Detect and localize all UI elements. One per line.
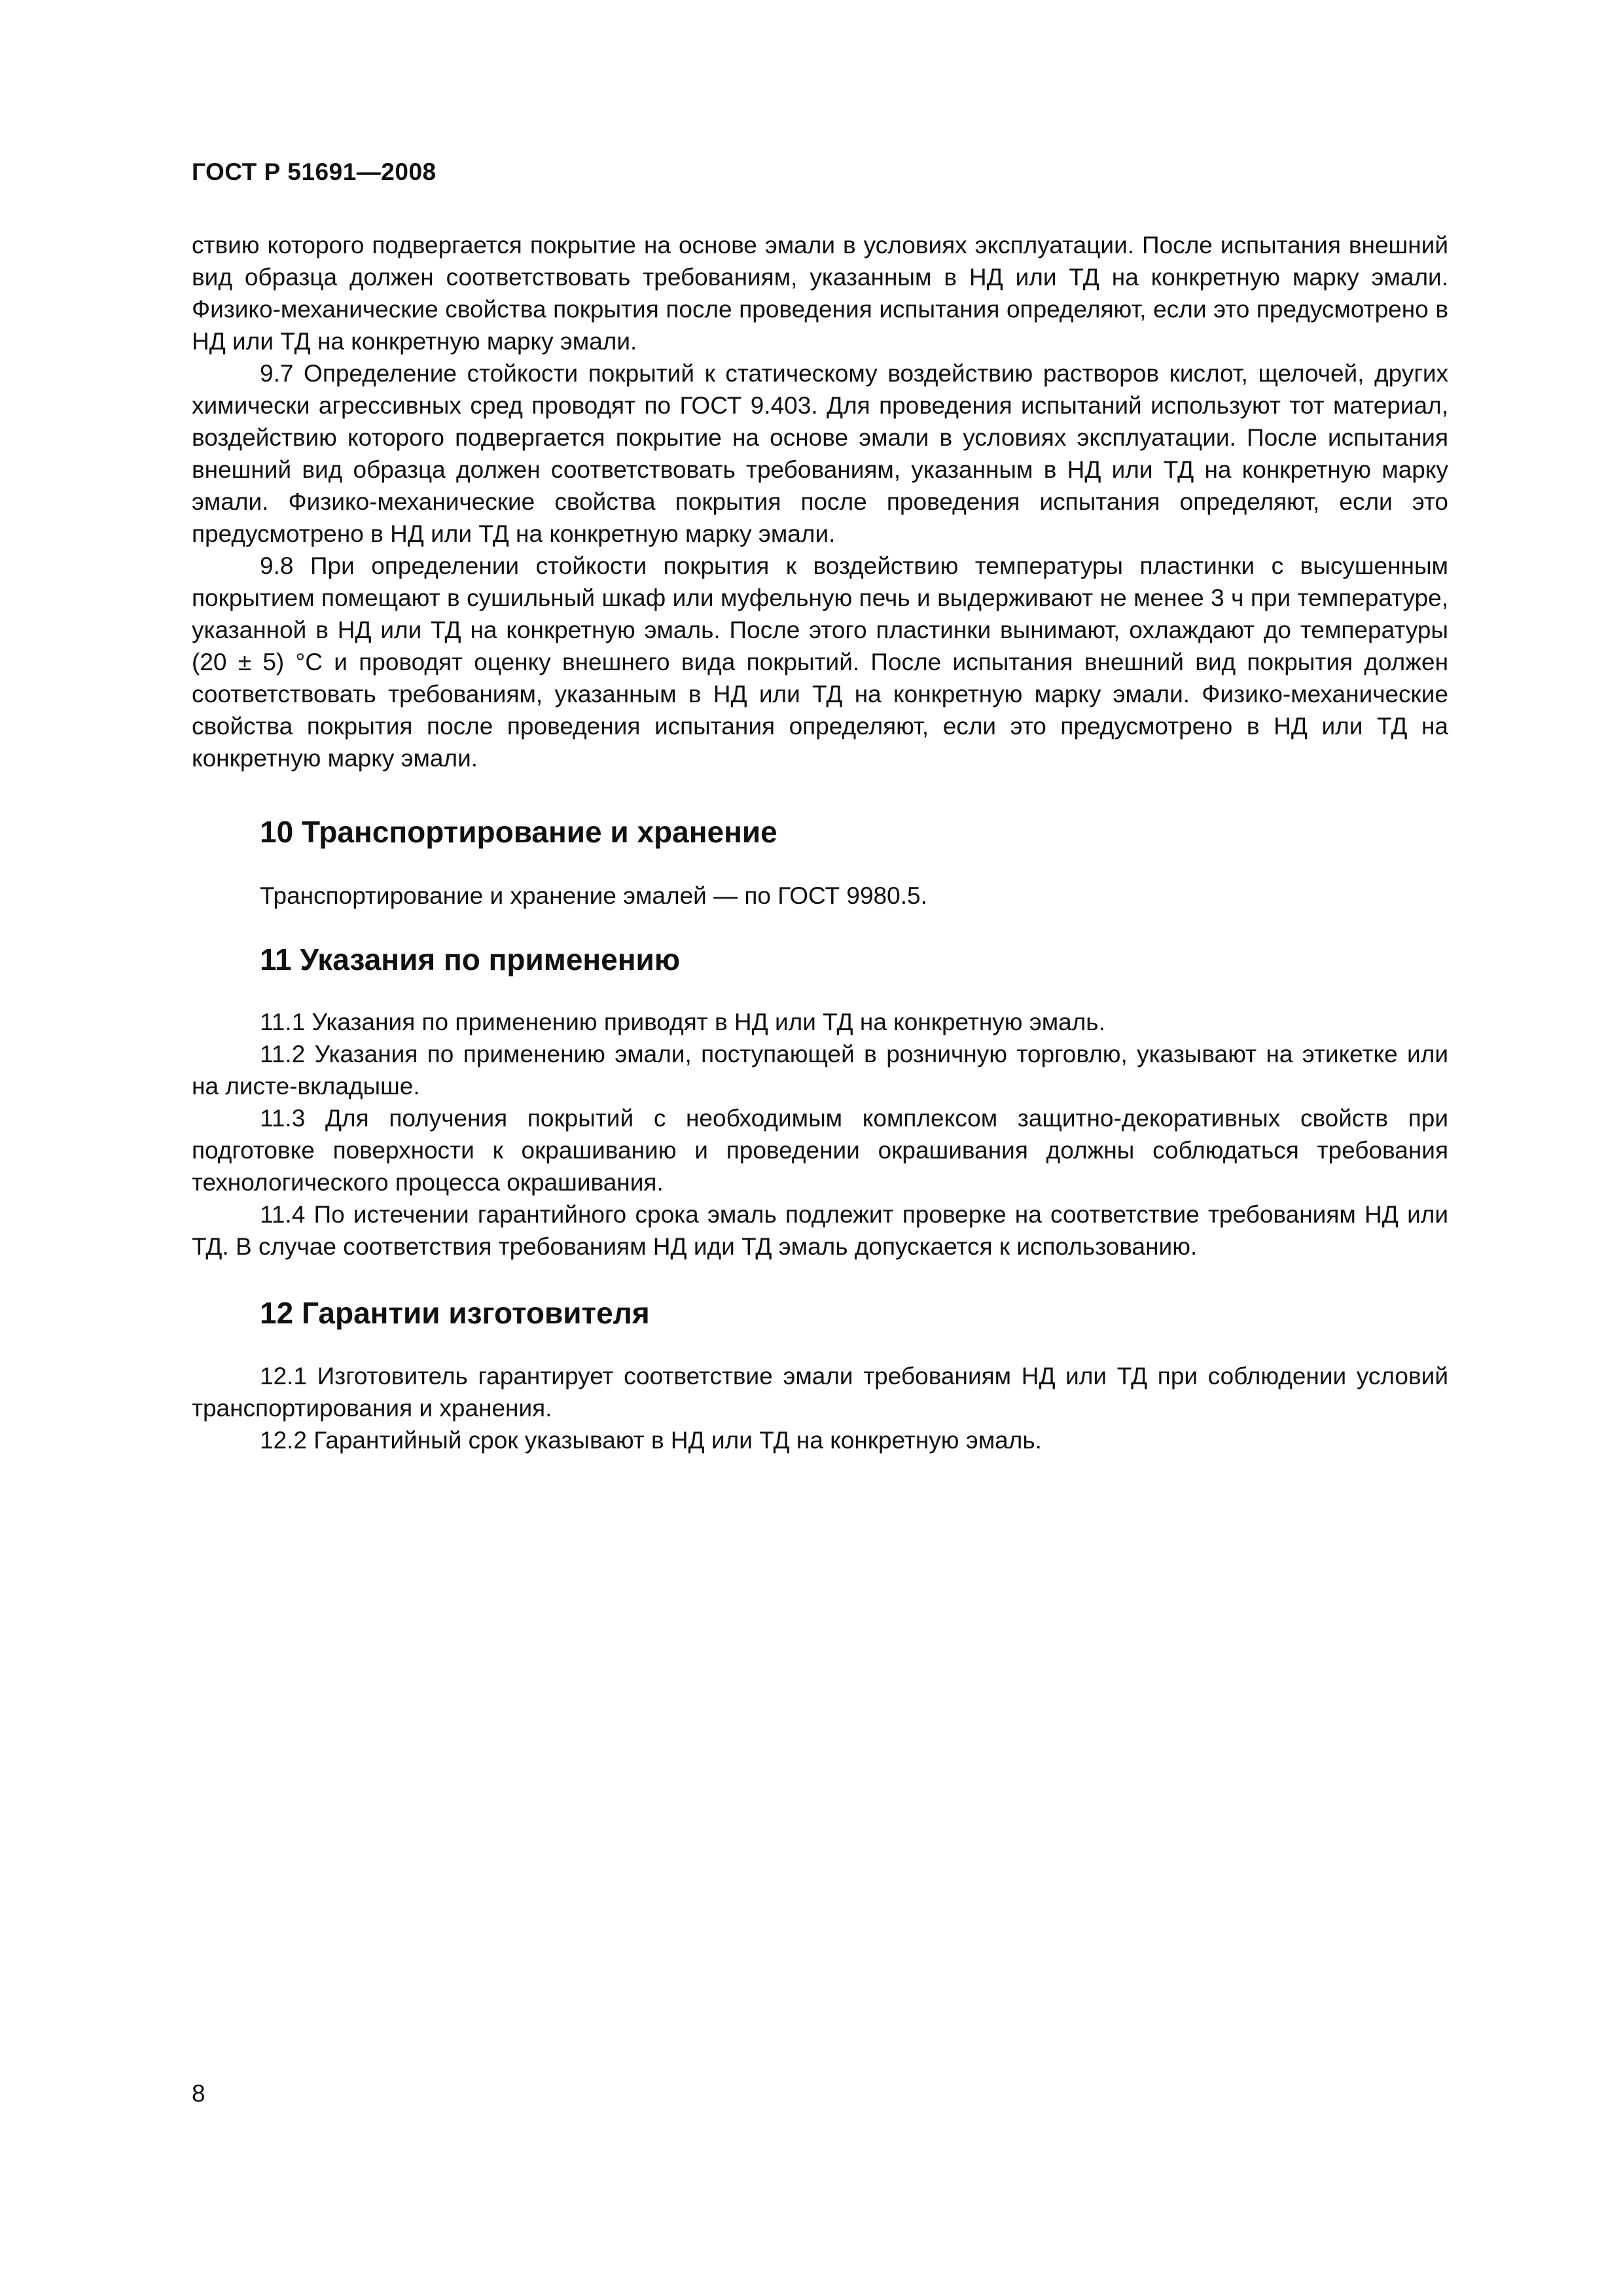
paragraph-9-7: 9.7 Определение стойкости покрытий к статическому воздействию растворов кислот, щелочей, других химически агрессивных сред проводят по ГОСТ 9.403. Для проведения испытаний используют тот материал, воздействию которого подвергается покрытие на основе эмали в условиях эксплуатации. После испытания внешний вид образца должен соответствовать требованиям, указанным в НД или ТД на конкретную марку эмали. Физико-механические свойства покрытия после проведения испытания определяют, если это предусмотрено в НД или ТД на конкретную марку эмали.	[192, 360, 1448, 547]
paragraph-11-1: 11.1 Указания по применению приводят в НД или ТД на конкретную эмаль.	[260, 1009, 1105, 1035]
paragraph-continuation: ствию которого подвергается покрытие на основе эмали в условиях эксплуатации. После испытания внешний вид образца должен соответствовать требованиям, указанным в НД или ТД на конкретную марку эмали. Физико-механические свойства покрытия после проведения испытания определяют, если это предусмотрено в НД или ТД на конкретную марку эмали.	[192, 232, 1448, 355]
section-11-heading: 11 Указания по применению	[260, 942, 681, 977]
section-10-heading: 10 Транспортирование и хранение	[260, 815, 777, 849]
page-number: 8	[192, 2080, 205, 2107]
paragraph-9-8: 9.8 При определении стойкости покрытия к воздействию температуры пластинки с высушенным покрытием помещают в сушильный шкаф или муфельную печь и выдерживают не менее 3 ч при температуре, указанной в НД или ТД на конкретную эмаль. После этого пластинки вынимают, охлаждают до температуры (20 ± 5) °С и проводят оценку внешнего вида покрытий. После испытания внешний вид покрытия должен соответствовать требованиям, указанным в НД или ТД на конкретную марку эмали. Физико-механические свойства покрытия после проведения испытания определяют, если это предусмотрено в НД или ТД на конкретную марку эмали.	[192, 552, 1448, 772]
paragraph-12-2: 12.2 Гарантийный срок указывают в НД или ТД на конкретную эмаль.	[260, 1427, 1042, 1454]
paragraph-11-4: 11.4 По истечении гарантийного срока эмаль подлежит проверке на соответствие требованиям НД или ТД. В случае соответствия требованиям НД иди ТД эмаль допускается к использованию.	[192, 1201, 1448, 1260]
paragraph-11-2: 11.2 Указания по применению эмали, поступающей в розничную торговлю, указывают на этикетке или на листе-вкладыше.	[192, 1041, 1448, 1100]
paragraph-11-3: 11.3 Для получения покрытий с необходимым комплексом защитно-декоративных свойств при подготовке поверхности к окрашиванию и проведении окрашивания должны соблюдаться требования технологического процесса окрашивания.	[192, 1105, 1448, 1196]
document-header: ГОСТ Р 51691—2008	[192, 158, 437, 185]
paragraph-10: Транспортирование и хранение эмалей — по ГОСТ 9980.5.	[260, 882, 927, 909]
page-body	[192, 229, 1448, 1456]
paragraph-12-1: 12.1 Изготовитель гарантирует соответствие эмали требованиям НД или ТД при соблюдении условий транспортирования и хранения.	[192, 1363, 1448, 1422]
section-12-heading: 12 Гарантии изготовителя	[260, 1296, 650, 1330]
